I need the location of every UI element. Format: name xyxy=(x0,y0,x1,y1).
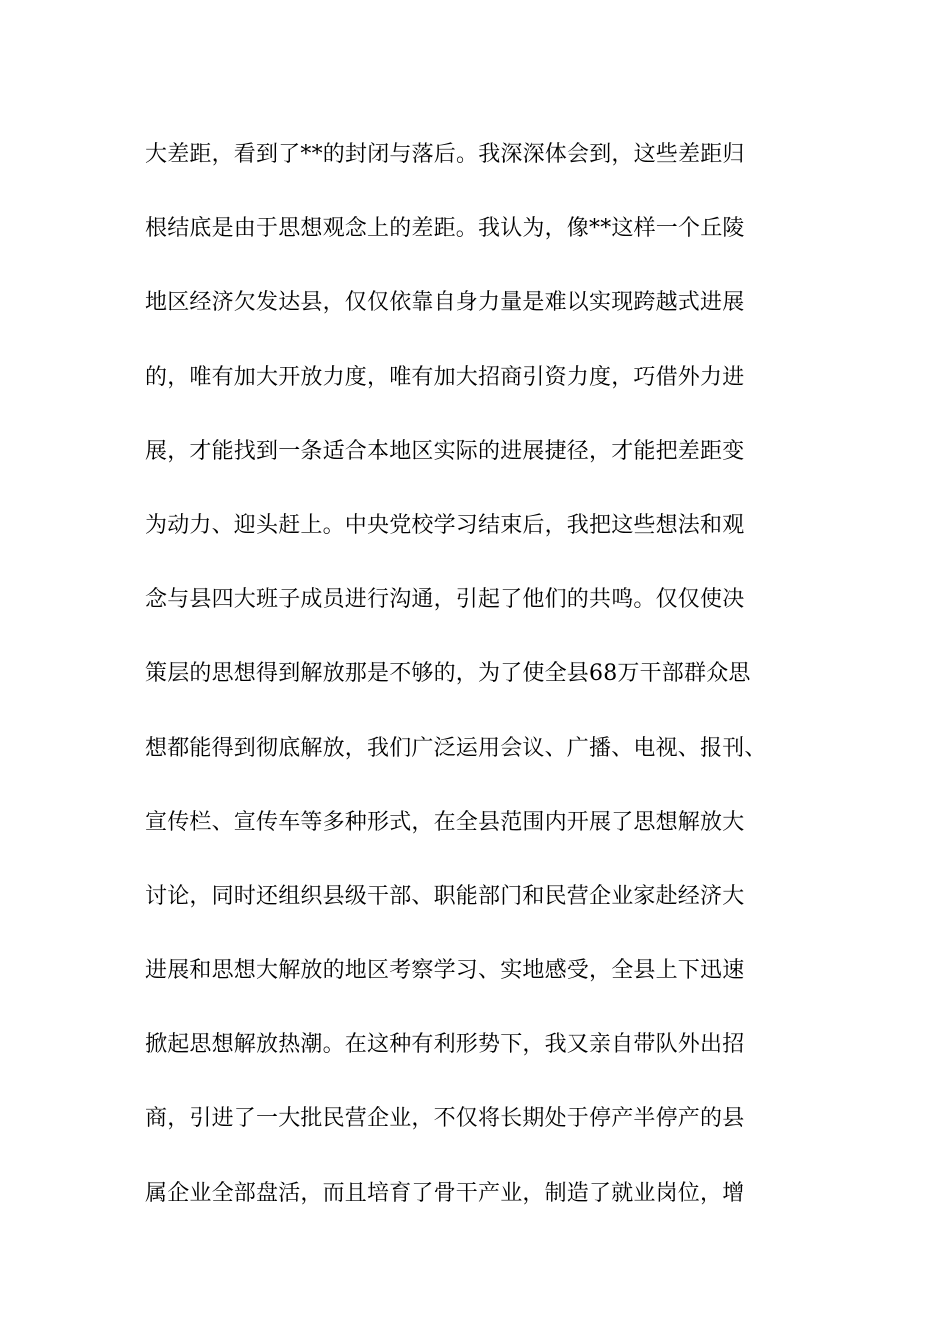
text-line: 想都能得到彻底解放，我们广泛运用会议、广播、电视、报刊、 xyxy=(145,735,767,761)
text-line: 商，引进了一大批民营企业，不仅将长期处于停产半停产的县 xyxy=(145,1106,745,1132)
text-line: 为动力、迎头赶上。中央党校学习结束后，我把这些想法和观 xyxy=(145,512,745,538)
text-line: 的，唯有加大开放力度，唯有加大招商引资力度，巧借外力进 xyxy=(145,364,745,390)
text-line: 策层的思想得到解放那是不够的，为了使全县68万干部群众思 xyxy=(145,661,751,687)
text-line: 宣传栏、宣传车等多种形式，在全县范围内开展了思想解放大 xyxy=(145,809,745,835)
body-text xyxy=(145,132,825,1245)
text-line: 展，才能找到一条适合本地区实际的进展捷径，才能把差距变 xyxy=(145,438,745,464)
text-line: 掀起思想解放热潮。在这种有利形势下，我又亲自带队外出招 xyxy=(145,1032,745,1058)
text-line: 讨论，同时还组织县级干部、职能部门和民营企业家赴经济大 xyxy=(145,883,745,909)
text-line: 根结底是由于思想观念上的差距。我认为，像**这样一个丘陵 xyxy=(145,216,745,242)
text-line: 属企业全部盘活，而且培育了骨干产业，制造了就业岗位，增 xyxy=(145,1180,745,1206)
text-line: 地区经济欠发达县，仅仅依靠自身力量是难以实现跨越式进展 xyxy=(145,290,745,316)
text-line: 大差距，看到了**的封闭与落后。我深深体会到，这些差距归 xyxy=(145,142,745,167)
text-line: 进展和思想大解放的地区考察学习、实地感受，全县上下迅速 xyxy=(145,958,745,984)
text-line: 念与县四大班子成员进行沟通，引起了他们的共鸣。仅仅使决 xyxy=(145,587,745,613)
